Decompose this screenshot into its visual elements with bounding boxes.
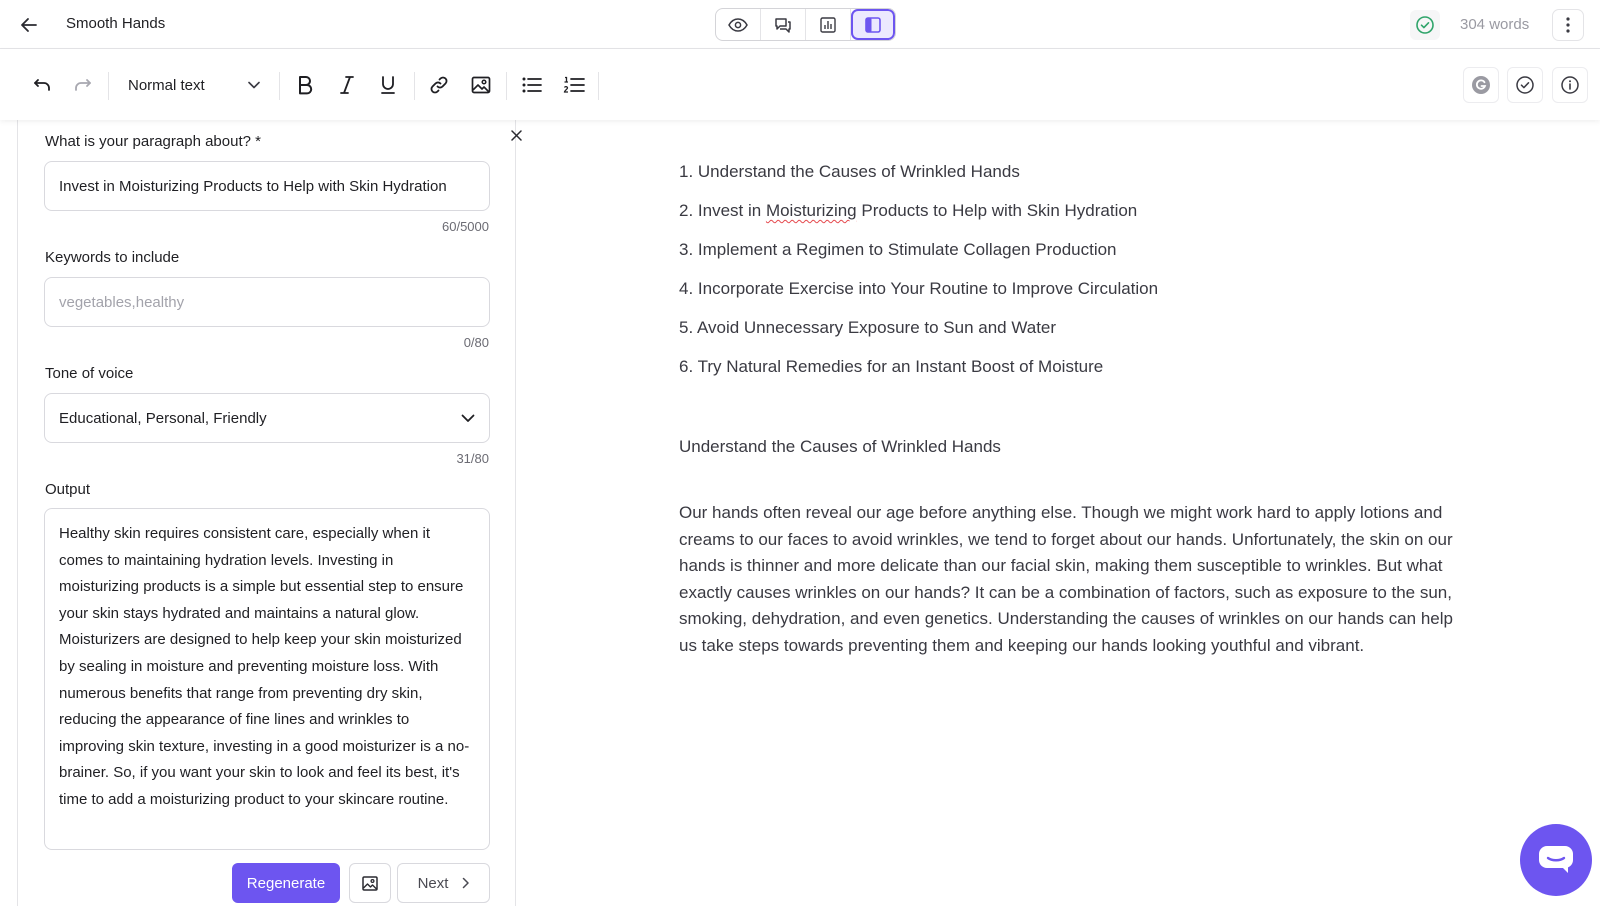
chevron-right-icon <box>462 877 469 889</box>
stats-icon <box>819 16 837 34</box>
bulleted-list-button[interactable] <box>518 71 546 99</box>
outline-item: 1. Understand the Causes of Wrinkled Hands <box>679 162 1020 181</box>
section-paragraph: Our hands often reveal our age before anything else. Though we might work hard to apply lotions and creams to our faces to avoid wrinkles, we tend to forget about our hands. Unfortunately, the skin on our hands is thinner and more delicate than our facial skin, making them susceptible to wrinkles. But what exactly causes wrinkles on our hands? It can be a combination of factors, such as exposure to the sun, smoking, dehydration, and even genetics. Understanding the causes of wrinkles on our hands can help us take steps towards preventing them and keeping our hands looking youthful and vibrant. <box>679 503 1453 655</box>
text-style-value: Normal text <box>128 76 205 94</box>
grammarly-icon <box>1471 75 1491 95</box>
close-icon[interactable] <box>509 128 523 142</box>
chevron-down-icon <box>461 414 475 423</box>
numbered-list-button[interactable] <box>560 71 588 99</box>
outline-item: 6. Try Natural Remedies for an Instant Boost of Moisture <box>679 357 1104 376</box>
outline-text: Products to Help with Skin Hydration <box>856 201 1138 220</box>
redo-button[interactable] <box>69 71 97 99</box>
tone-value: Educational, Personal, Friendly <box>59 409 267 427</box>
bold-icon <box>297 75 313 95</box>
topic-label: What is your paragraph about? * <box>45 133 261 150</box>
toolbar-divider <box>279 72 280 100</box>
undo-icon <box>33 78 51 92</box>
bold-button[interactable] <box>291 71 319 99</box>
stats-view-button[interactable] <box>806 9 851 40</box>
keywords-input[interactable] <box>44 277 490 327</box>
word-count: 304 words <box>1460 16 1530 33</box>
status-check-icon <box>1410 10 1440 40</box>
vertical-dots-icon <box>1566 17 1570 33</box>
check-circle-icon <box>1515 75 1535 95</box>
keywords-char-count: 0/80 <box>463 335 489 350</box>
info-button[interactable] <box>1554 69 1586 101</box>
numbered-list-icon <box>563 76 585 94</box>
tone-select[interactable] <box>44 393 490 443</box>
regenerate-button[interactable]: Regenerate <box>232 863 340 903</box>
grammar-check-button[interactable] <box>1465 69 1497 101</box>
italic-icon <box>339 75 355 95</box>
italic-button[interactable] <box>333 71 361 99</box>
back-arrow-icon[interactable] <box>16 12 42 38</box>
generate-image-button[interactable] <box>349 863 391 903</box>
bulleted-list-icon <box>522 77 542 93</box>
toolbar-divider <box>414 72 415 100</box>
underline-button[interactable] <box>374 71 402 99</box>
insert-image-button[interactable] <box>467 71 495 99</box>
outline-item: 3. Implement a Regimen to Stimulate Collagen Production <box>679 240 1117 259</box>
topic-input[interactable] <box>44 161 490 211</box>
outline-text: 2. Invest in <box>679 201 766 220</box>
info-icon <box>1560 75 1580 95</box>
chat-icon <box>1537 844 1575 876</box>
link-icon <box>429 75 449 95</box>
topic-char-count: 60/5000 <box>442 219 489 234</box>
output-label: Output <box>45 481 91 498</box>
top-bar <box>0 0 1600 49</box>
next-label: Next <box>417 874 449 892</box>
paragraph-generator-panel <box>17 120 516 906</box>
outline-item: 5. Avoid Unnecessary Exposure to Sun and Water <box>679 318 1057 337</box>
eye-icon <box>728 18 748 32</box>
link-button[interactable] <box>425 71 453 99</box>
toolbar-divider <box>506 72 507 100</box>
undo-button[interactable] <box>28 71 56 99</box>
tone-char-count: 31/80 <box>456 451 489 466</box>
formatting-toolbar <box>0 49 1600 120</box>
toolbar-divider <box>598 72 599 100</box>
comments-icon <box>774 16 792 34</box>
next-button[interactable] <box>397 863 490 903</box>
section-heading: Understand the Causes of Wrinkled Hands <box>679 437 1001 456</box>
chevron-down-icon <box>248 81 260 89</box>
toolbar-divider <box>108 72 109 100</box>
image-icon <box>471 76 491 94</box>
proofread-button[interactable] <box>1509 69 1541 101</box>
view-mode-switcher <box>715 8 896 41</box>
text-style-dropdown[interactable] <box>128 73 260 97</box>
document-title: Smooth Hands <box>66 15 166 32</box>
spelling-error-word[interactable]: Moisturizing <box>765 201 857 220</box>
sidebar-icon <box>864 16 882 34</box>
image-icon <box>362 876 378 891</box>
outline-item <box>679 201 1137 221</box>
sidebar-view-button[interactable] <box>851 9 895 40</box>
keywords-label: Keywords to include <box>45 249 180 266</box>
comments-view-button[interactable] <box>761 9 806 40</box>
tone-label: Tone of voice <box>45 365 134 382</box>
more-options-button[interactable] <box>1552 9 1584 41</box>
output-textarea[interactable]: Healthy skin requires consistent care, especially when it comes to maintaining hydration levels. Investing in moisturizing products is a simple but essential step to ensure your skin stays hydrated and maintains a natural glow. Moisturizers are designed to help keep your skin moisturized by sealing in moisture and preventing moisture loss. With numerous benefits that range from preventing dry skin, reducing the appearance of fine lines and wrinkles to improving skin texture, investing in a good moisturizer is a no-brainer. So, if you want your skin to look and feel its best, it's time to add a moisturizing product to your skincare routine. <box>44 508 490 850</box>
outline-item: 4. Incorporate Exercise into Your Routine to Improve Circulation <box>679 279 1159 298</box>
chat-widget-button[interactable] <box>1520 824 1592 896</box>
underline-icon <box>380 75 396 95</box>
redo-icon <box>74 78 92 92</box>
preview-view-button[interactable] <box>716 9 761 40</box>
